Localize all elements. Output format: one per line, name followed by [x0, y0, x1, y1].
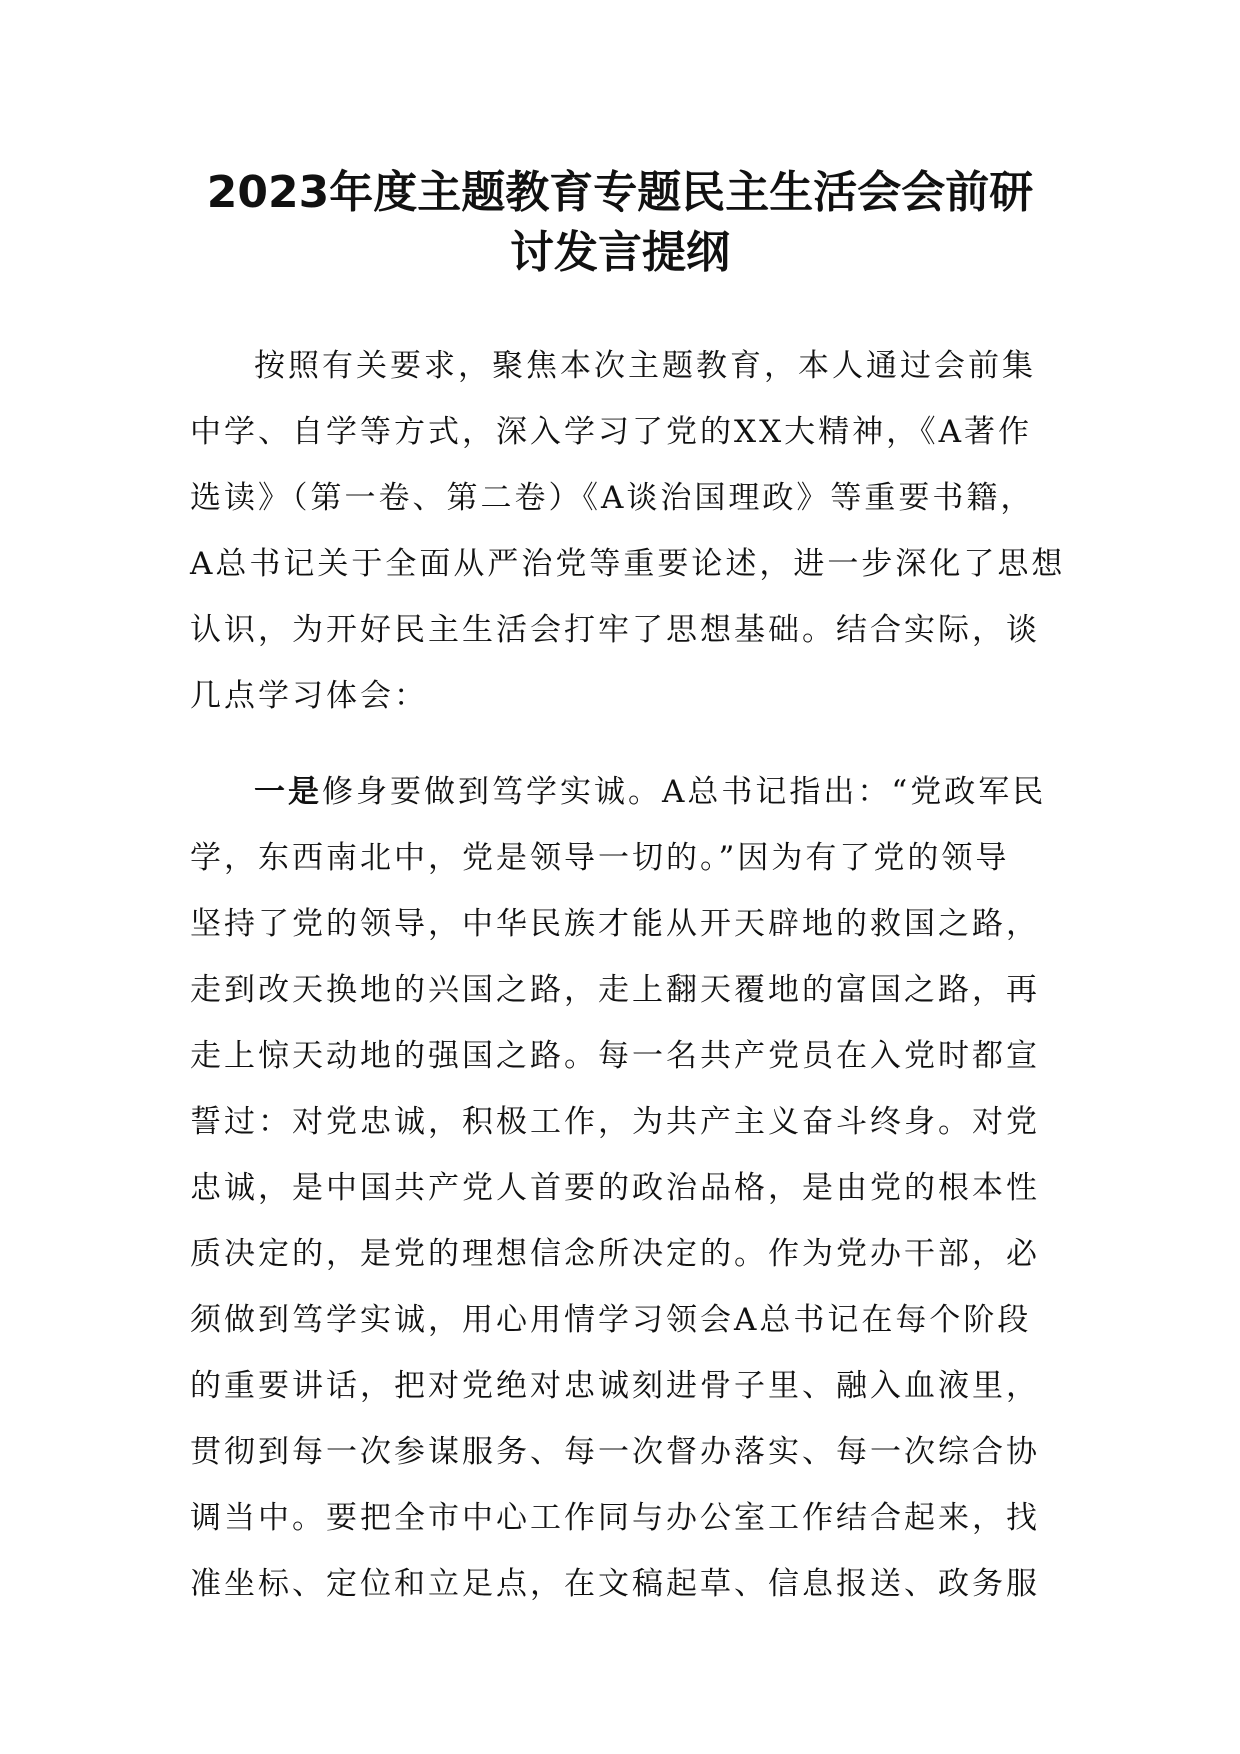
text-line: A总书记关于全面从严治党等重要论述，进一步深化了思想: [190, 546, 1066, 582]
title-line: 讨发言提纲: [510, 227, 730, 278]
title-line: 2023年度主题教育专题民主生活会会前研: [206, 167, 1034, 218]
text-line: 准坐标、定位和立足点，在文稿起草、信息报送、政务服: [190, 1566, 1040, 1602]
text-line: [190, 759, 1052, 825]
text-line: 选读》（第一卷、第二卷）《A谈治国理政》等重要书籍，: [190, 480, 1035, 516]
intro-paragraph: [190, 333, 1066, 729]
text-line: 认识，为开好民主生活会打牢了思想基础。结合实际，谈: [190, 612, 1040, 648]
point-lead: 一是: [254, 774, 322, 810]
text-line: 誓过：对党忠诚，积极工作，为共产主义奋斗终身。对党: [190, 1104, 1040, 1140]
text-line: 须做到笃学实诚，用心用情学习领会A总书记在每个阶段: [190, 1302, 1032, 1338]
text-line: 调当中。要把全市中心工作同与办公室工作结合起来，找: [190, 1500, 1040, 1536]
text-line: 的重要讲话，把对党绝对忠诚刻进骨子里、融入血液里，: [190, 1368, 1040, 1404]
document-body: [190, 333, 1066, 1617]
text-line: 中学、自学等方式，深入学习了党的XX大精神，《A著作: [190, 414, 1033, 450]
text-line: 走上惊天动地的强国之路。每一名共产党员在入党时都宣: [190, 1038, 1040, 1074]
text-line: 按照有关要求，聚焦本次主题教育，本人通过会前集: [254, 348, 1036, 384]
text-line: 忠诚，是中国共产党人首要的政治品格，是由党的根本性: [190, 1170, 1040, 1206]
text-line: 学，东西南北中，党是领导一切的。”因为有了党的领导: [190, 840, 1010, 876]
text-segment: 修身要做到笃学实诚。A总书记指出：“党政军民: [322, 774, 1047, 810]
text-line: 几点学习体会：: [190, 678, 428, 714]
text-line: 坚持了党的领导，中华民族才能从开天辟地的救国之路，: [190, 906, 1040, 942]
text-line: 贯彻到每一次参谋服务、每一次督办落实、每一次综合协: [190, 1434, 1040, 1470]
document-title: [150, 163, 1090, 283]
point-one-paragraph: [190, 759, 1052, 1617]
text-line: 走到改天换地的兴国之路，走上翻天覆地的富国之路，再: [190, 972, 1040, 1008]
text-line: 质决定的，是党的理想信念所决定的。作为党办干部，必: [190, 1236, 1040, 1272]
